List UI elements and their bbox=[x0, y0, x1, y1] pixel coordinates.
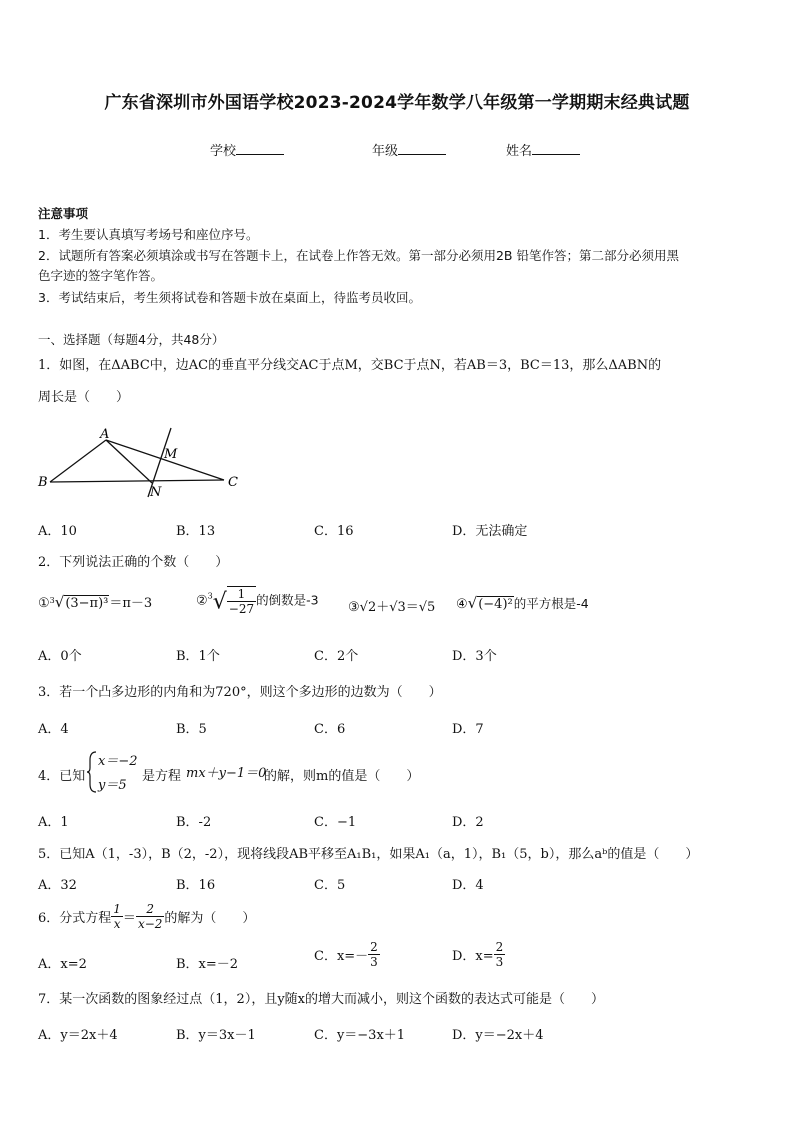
grade-field bbox=[372, 140, 446, 159]
q6-optd-denominator: 3 bbox=[495, 955, 504, 969]
q6-f2-denominator: x−2 bbox=[137, 917, 163, 931]
q1-option-d: D．无法确定 bbox=[452, 524, 528, 539]
notice-item: 3．考试结束后，考生须将试卷和答题卡放在桌面上，待监考员收回。 bbox=[38, 290, 421, 305]
point-label-b: B bbox=[38, 475, 48, 490]
q1-option-b: B．13 bbox=[176, 524, 216, 539]
q7-option-b: B．y＝3x－1 bbox=[176, 1028, 256, 1043]
q5-option-a: A．32 bbox=[38, 878, 77, 893]
name-label: 姓名 bbox=[506, 144, 533, 159]
q6-optd-numerator: 2 bbox=[495, 940, 504, 954]
q3-option-c: C．6 bbox=[314, 722, 346, 737]
notice-item: 1．考生要认真填写考场号和座位序号。 bbox=[38, 227, 259, 242]
q2-s1-radicand: (3−π)³ bbox=[65, 596, 109, 611]
q6-option-b: B．x=－2 bbox=[176, 957, 239, 972]
q4-option-b: B．-2 bbox=[176, 815, 212, 830]
q2-s2-numerator: 1 bbox=[227, 587, 256, 602]
q2-s4-tail: 的平方根是-4 bbox=[513, 596, 589, 611]
q4-option-d: D．2 bbox=[452, 815, 484, 830]
q2-s2-prefix: ② bbox=[196, 593, 208, 609]
q4-brace bbox=[86, 750, 98, 794]
q3-option-b: B．5 bbox=[176, 722, 207, 737]
q6-tail: 的解为（ ） bbox=[164, 911, 256, 926]
q3-option-d: D．7 bbox=[452, 722, 484, 737]
q5-option-d: D．4 bbox=[452, 878, 484, 893]
q6-prefix: 6．分式方程 bbox=[38, 911, 112, 926]
school-label: 学校 bbox=[210, 144, 237, 159]
section-heading: 一、选择题（每题4分，共48分） bbox=[38, 332, 225, 347]
q4-option-a: A．1 bbox=[38, 815, 69, 830]
q6-optc-prefix: C．x=－ bbox=[314, 949, 369, 964]
q6-stem bbox=[38, 902, 255, 931]
q6-option-a: A．x=2 bbox=[38, 957, 87, 972]
q4-equation-x: x＝−2 bbox=[98, 754, 138, 769]
point-label-c: C bbox=[228, 475, 238, 490]
point-label-a: A bbox=[100, 427, 110, 442]
q4-equation: mx＋y−1＝0 bbox=[186, 766, 267, 781]
point-label-n: N bbox=[150, 485, 162, 500]
q2-s2-tail: 的倒数是-3 bbox=[256, 592, 319, 608]
q7-stem: 7．某一次函数的图象经过点（1，2），且y随x的增大而减小，则这个函数的表达式可能是（ ） bbox=[38, 992, 604, 1007]
q1-option-c: C．16 bbox=[314, 524, 354, 539]
notice-item: 2．试题所有答案必须填涂或书写在答题卡上，在试卷上作答无效。第一部分必须用2B 铅笔作答；第二部分必须用黑 bbox=[38, 248, 679, 263]
q2-option-b: B．1个 bbox=[176, 649, 220, 664]
q2-option-a: A．0个 bbox=[38, 649, 82, 664]
q4-tail: 的解，则m的值是（ ） bbox=[264, 769, 420, 784]
q6-equals: ＝ bbox=[122, 911, 136, 926]
q6-optc-numerator: 2 bbox=[370, 940, 378, 954]
exam-title: 广东省深圳市外国语学校2023-2024学年数学八年级第一学期期末经典试题 bbox=[104, 93, 690, 113]
q7-option-c: C．y＝−3x＋1 bbox=[314, 1028, 406, 1043]
q2-s4-prefix: ④ bbox=[456, 597, 468, 612]
grade-label: 年级 bbox=[372, 144, 399, 159]
q2-s1-prefix: ① bbox=[38, 596, 50, 611]
q6-optc-denominator: 3 bbox=[370, 955, 378, 969]
q7-option-a: A．y＝2x＋4 bbox=[38, 1028, 118, 1043]
q4-option-c: C．−1 bbox=[314, 815, 357, 830]
q2-option-d: D．3个 bbox=[452, 649, 497, 664]
name-field bbox=[506, 140, 580, 159]
q3-option-a: A．4 bbox=[38, 722, 69, 737]
school-field bbox=[210, 140, 284, 159]
q2-statement-4: ④√(−4)²的平方根是-4 bbox=[456, 594, 589, 612]
q2-option-c: C．2个 bbox=[314, 649, 359, 664]
q4-equation-y: y＝5 bbox=[98, 778, 127, 793]
q7-option-d: D．y＝−2x＋4 bbox=[452, 1028, 544, 1043]
q1-option-a: A．10 bbox=[38, 524, 77, 539]
q2-s2-denominator: −27 bbox=[228, 602, 255, 616]
notice-item: 色字迹的签字笔作答。 bbox=[38, 268, 164, 283]
q2-statement-3: ③√2＋√3＝√5 bbox=[348, 600, 436, 615]
q6-f1-denominator: x bbox=[113, 917, 121, 931]
q1-triangle-figure bbox=[36, 424, 246, 502]
q2-statement-2: ②$^3$√ $\frac{1}{-27}$ 的倒数是-3 bbox=[196, 587, 319, 616]
point-label-m: M bbox=[164, 447, 178, 462]
q6-option-d bbox=[452, 940, 505, 969]
q6-f2-numerator: 2 bbox=[136, 902, 164, 917]
q4-mid: 是方程 bbox=[142, 769, 182, 784]
q2-stem: 2．下列说法正确的个数（ ） bbox=[38, 555, 229, 570]
q3-stem: 3．若一个凸多边形的内角和为720°，则这个多边形的边数为（ ） bbox=[38, 685, 442, 700]
q4-prefix: 4．已知 bbox=[38, 769, 86, 784]
q1-stem-line2: 周长是（ ） bbox=[38, 390, 130, 405]
name-blank bbox=[532, 142, 580, 155]
q5-option-b: B．16 bbox=[176, 878, 216, 893]
school-blank bbox=[236, 142, 284, 155]
q2-statement-1: ①$^3$√(3−π)³＝π－3 bbox=[38, 593, 153, 611]
q1-stem-line1: 1．如图，在ΔABC中，边AC的垂直平分线交AC于点M，交BC于点N，若AB＝3，BC＝13，那么ΔABN的 bbox=[38, 358, 662, 373]
q6-f1-numerator: 1 bbox=[113, 902, 121, 916]
notice-heading: 注意事项 bbox=[38, 206, 89, 221]
q2-s1-tail: ＝π－3 bbox=[109, 596, 153, 611]
q6-option-c bbox=[314, 940, 380, 969]
q2-s4-radicand: (−4)² bbox=[478, 597, 513, 612]
q6-optd-prefix: D．x= bbox=[452, 949, 494, 964]
q5-option-c: C．5 bbox=[314, 878, 346, 893]
grade-blank bbox=[398, 142, 446, 155]
q5-stem: 5．已知A（1，-3），B（2，-2），现将线段AB平移至A₁B₁，如果A₁（a，1），B₁（5，b），那么aᵇ的值是（ ） bbox=[38, 847, 699, 862]
